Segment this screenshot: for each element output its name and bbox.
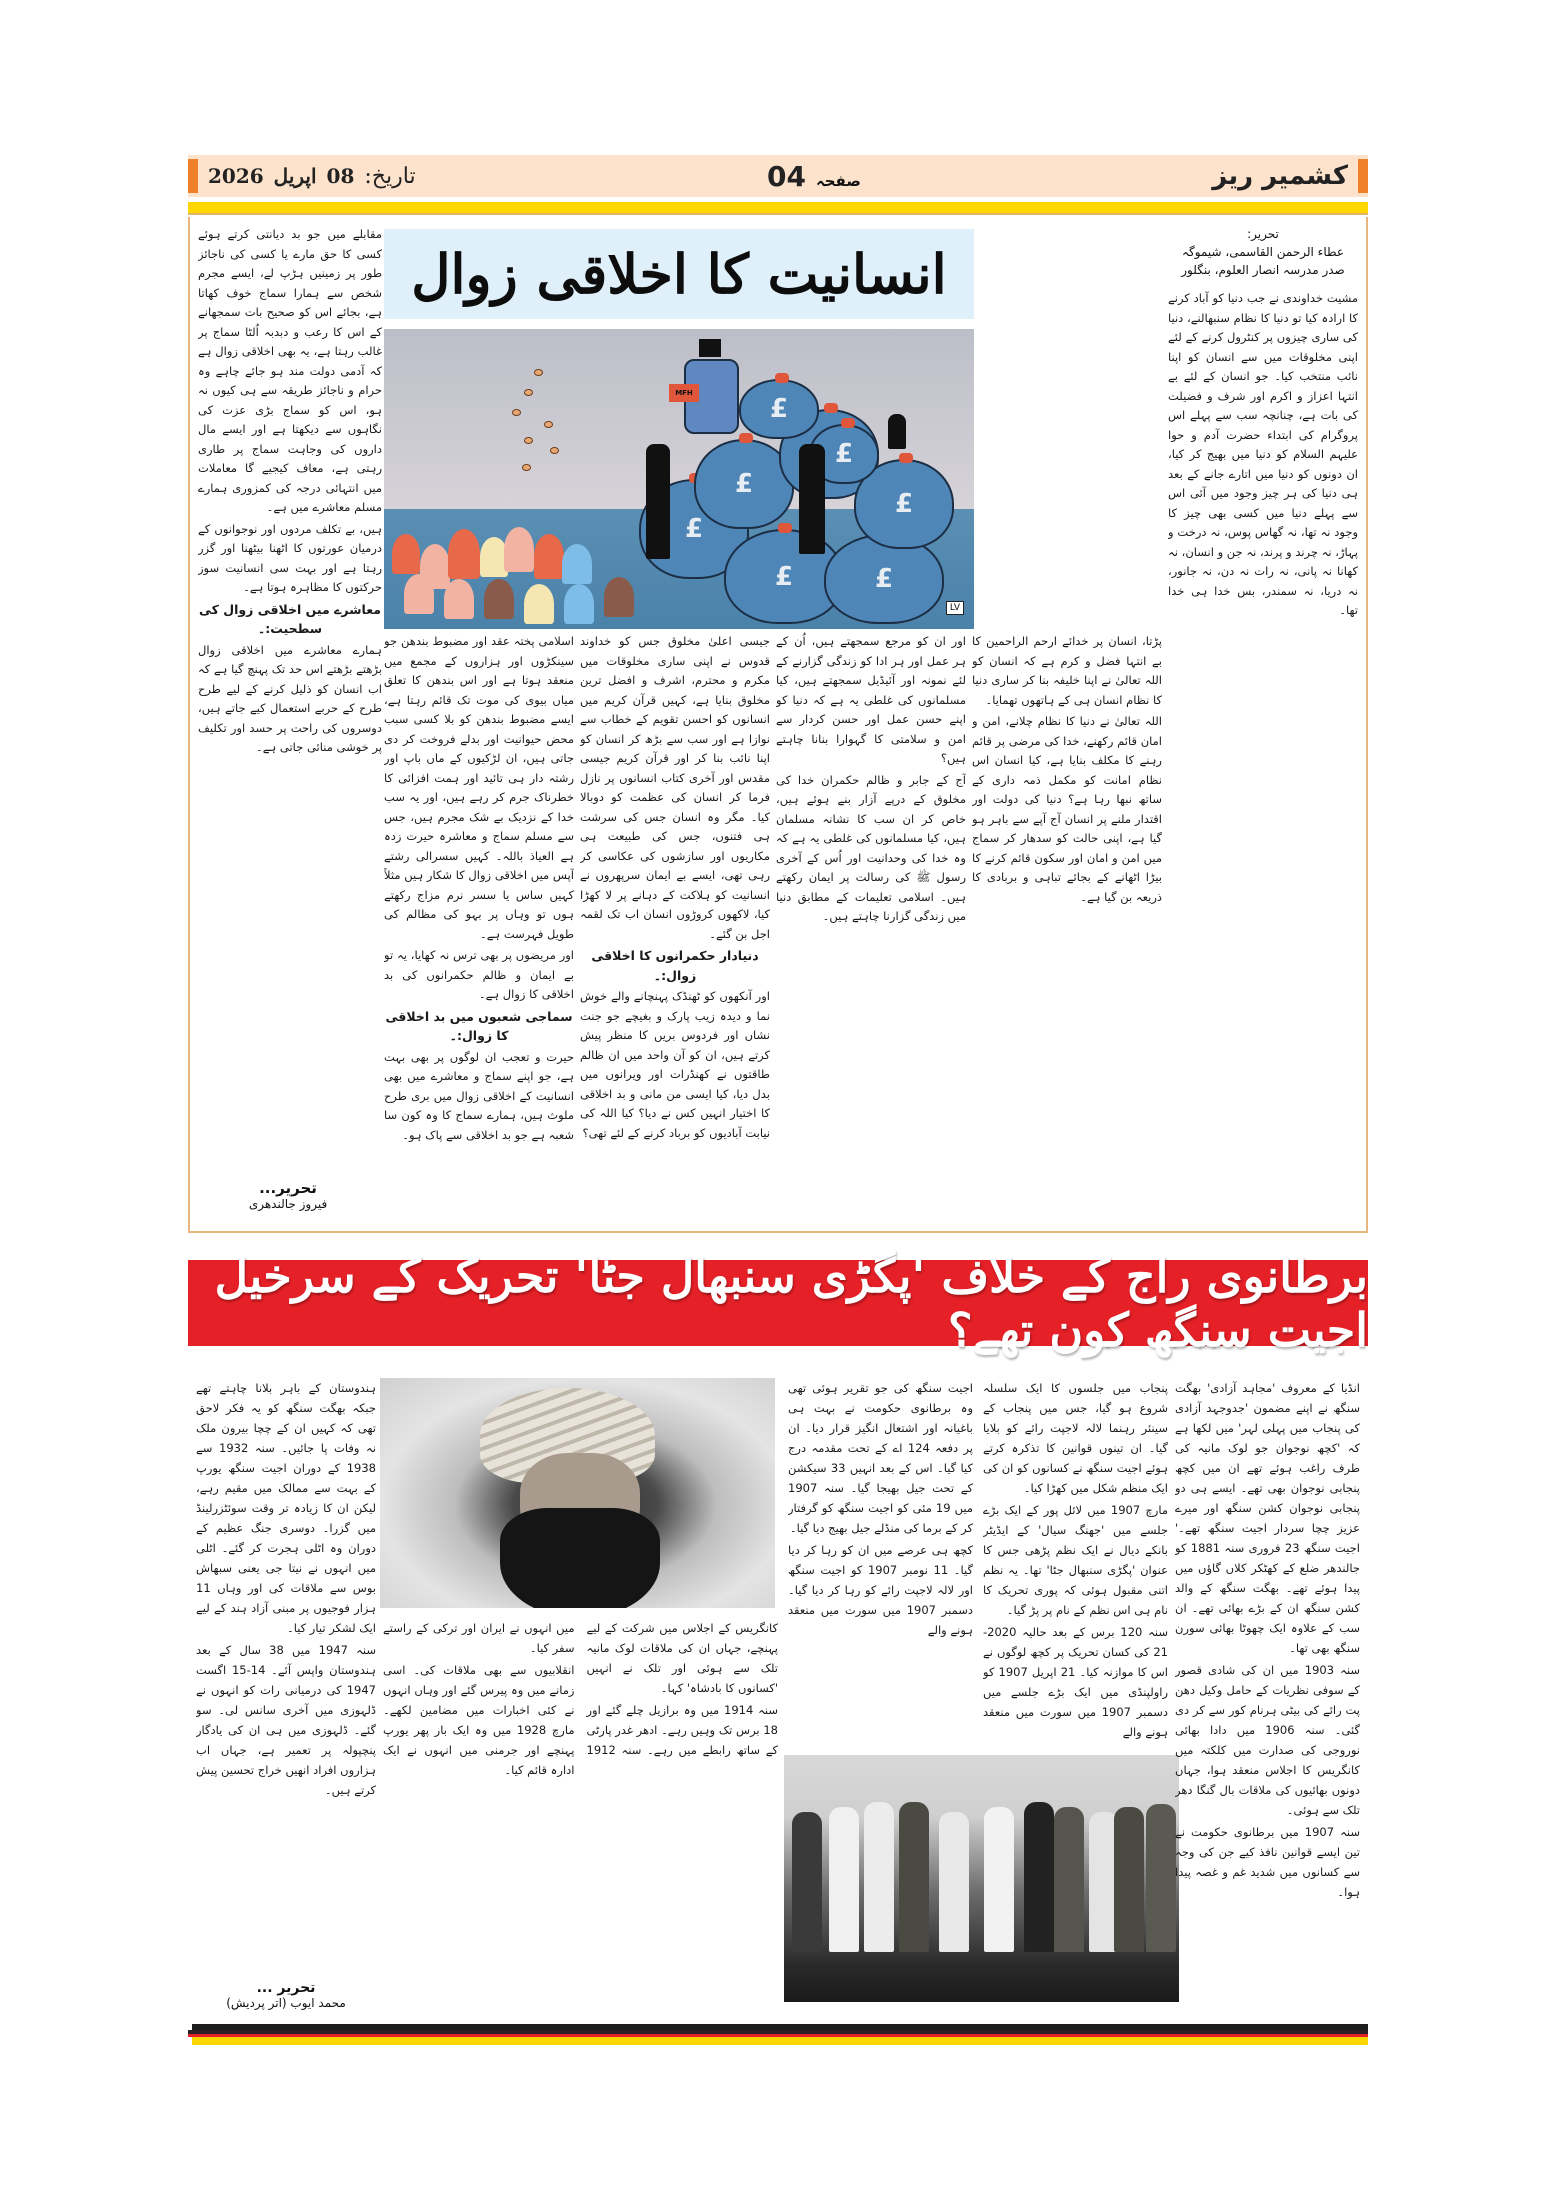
article2-column-4 — [383, 1618, 778, 2018]
money-bag-icon: £ — [639, 479, 749, 579]
photo-person — [939, 1812, 969, 1952]
coin-icon — [512, 409, 521, 416]
article2-author — [196, 1980, 376, 2010]
photo-person — [1114, 1807, 1144, 1952]
paragraph: سنہ 1947 میں 38 سال کے بعد ہندوستان واپس آئے۔ 14-15 اگست 1947 کی درمیانی رات کو انہوں نے ڈلہوزی میں آخری سانس لی۔ سو گئے۔ ڈلہوزی میں ہی ان کی یادگار پنچپولہ پر تعمیر ہے، جہاں اب ہزاروں افراد انھیں خراج تحسین پیش کرتے ہیں۔ — [196, 1643, 376, 1797]
subheading: سماجی شعبوں میں بد اخلاقی کا زوال:۔ — [385, 1008, 573, 1043]
paragraph: ہمارے معاشرے میں اخلاقی زوال بڑھتے بڑھتے اس حد تک پہنچ گیا ہے کہ اب انسان کو ذلیل کرنے کے لیے طرح طرح کے حربے استعمال کیے جاتے ہیں، دوسروں کی راحت پر حسد اور تکلیف پر خوشی منائی جاتی ہے۔ — [198, 642, 382, 754]
paragraph: کانگریس کے اجلاس میں شرکت کے لیے پہنچے، جہاں ان کی ملاقات لوک مانیہ تلک سے ہوئی اور تلک نے انہیں 'کسانوں کا بادشاہ' کہا۔ — [586, 1621, 778, 1695]
paragraph: جیسی اعلیٰ مخلوق جس کو خداوند قدوس نے اپنی ساری مخلوقات میں مکرم و محترم، اشرف و افضل ترین مخلوق بنایا ہے، کہیں قرآن کریم میں انسانوں کو احسن تقویم کے خطاب سے نوازا ہے اور سب سے بڑھ کر انسان کو اپنا نائب بنا کر اور قرآن کریم جیسی مقدس اور آخری کتاب انسانوں پر نازل فرما کر انسان کی عظمت کو دوبالا کیا۔ مگر وہ انسان جس کی سرشت ہی فتنوں، جس کی طبیعت ہی مکاریوں اور سازشوں کی عکاسی کر رہی تھی، ایسے بے ایمان سرپھروں نے انسانیت کو ہلاکت کے دہانے پر لا کھڑا کیا، لاکھوں کروڑوں انسان اب تک لقمہ اجل بن گئے۔ — [580, 634, 770, 941]
photo-person — [1024, 1802, 1054, 1952]
paragraph: مشیت خداوندی نے جب دنیا کو آباد کرنے کا ارادہ کیا تو دنیا کا نظام سنبھالنے، دنیا کی ساری چیزوں پر کنٹرول کرنے کے لئے اپنی مخلوقات میں سے انسان کو اپنا نائب منتخب کیا۔ جو انسان کے لئے بے انتہا اعزاز و اکرم اور شرف و فضیلت کی بات ہے، چنانچہ سب سے پہلے اس پروگرام کی ابتداء حضرت آدم و حوا علیہم السلام کو دنیا میں بھیج کر کیا، ان دونوں کو دنیا میں اتارے جانے کے بعد ہی دنیا کی ہر چیز وجود میں آئی اس سے پہلے دنیا میں کسی بھی چیز کا وجود نہ تھا، نہ گھاس پوس، نہ درخت و پہاڑ، نہ چرند و پرند، نہ جن و انسان، نہ کھانا نہ پانی، نہ رات نہ دن، نہ جانور، نہ دریا، نہ سمندر، بس خدا ہی خدا تھا۔ — [1168, 291, 1358, 617]
article1-column-6 — [198, 225, 382, 1165]
beard — [500, 1508, 660, 1608]
author-name: محمد ایوب (اتر پردیش) — [226, 1996, 346, 2010]
byline-role: صدر مدرسہ انصار العلوم، بنگلور — [1181, 263, 1345, 277]
paragraph: مارچ 1907 میں لائل پور کے ایک بڑے جلسے میں 'جھنگ سیال' کے ایڈیٹر بانکے دیال نے ایک نظم پڑھی جس کا عنوان 'پگڑی سنبھال جٹا' تھا۔ یہ نظم اتنی مقبول ہوئی کہ پوری تحریک کا نام ہی اس نظم کے نام پر پڑ گیا۔ — [983, 1503, 1168, 1617]
photo-person — [1146, 1804, 1176, 1952]
editorial-cartoon — [384, 329, 974, 629]
masthead-accent-left — [188, 159, 198, 193]
subheading: معاشرے میں اخلاقی زوال کی سطحیت:۔ — [198, 601, 381, 636]
header-rule — [188, 202, 1368, 213]
author-label: تحریر... — [259, 1179, 317, 1197]
paragraph: آج کے جابر و ظالم حکمران خدا کی مخلوق کے درپے آزار بنے ہوئے ہیں، خاص کر ان سب کا نشانہ مسلمان ہیں، کیا مسلمانوں کی غلطی یہ ہے کہ وہ خدا کی وحدانیت اور اُس کے آخری رسول ﷺ کی رسالت پر ایمان رکھتے ہیں۔ اسلامی تعلیمات کے مطابق دنیا میں زندگی گزارنا چاہتے ہیں۔ — [776, 772, 966, 923]
photo-person — [899, 1802, 929, 1952]
article1-title-box — [384, 229, 974, 319]
article2-column-2 — [983, 1378, 1168, 1748]
paragraph: پڑتا، انسان پر خدائے ارحم الراحمین کا بے انتہا فضل و کرم ہے کہ انسان کو اللہ تعالیٰ نے اپنا خلیفہ بنا کر ساری دنیا کا نظام انسان ہی کے ہاتھوں تھمایا۔ — [972, 634, 1162, 707]
article1-byline — [1168, 225, 1358, 279]
paragraph: ہیں، بے تکلف مردوں اور نوجوانوں کے درمیان عورتوں کا اٹھنا بیٹھنا اور گزر رہتا ہے اور بہت سی انسانیت سوز حرکتوں کا مظاہرہ ہوتا ہے۔ — [198, 521, 382, 594]
article1-column-1 — [1168, 289, 1358, 1219]
photo-person — [864, 1802, 894, 1952]
page-indicator — [767, 160, 861, 193]
paragraph: سنہ 120 برس کے بعد حالیہ 2020-21 کی کسان تحریک پر کچھ لوگوں نے اس کا موازنہ کیا۔ 21 اپریل 1907 کو راولپنڈی میں ایک بڑے جلسے میں دسمبر 1907 میں سورت میں منعقد ہونے والے — [983, 1625, 1168, 1739]
masthead — [188, 155, 1368, 197]
coin-icon — [534, 369, 543, 376]
paragraph: اجیت سنگھ کی جو تقریر ہوئی تھی وہ برطانوی حکومت نے بہت ہی باغیانہ اور اشتعال انگیز قرار دیا۔ ان پر دفعہ 124 اے کے تحت مقدمہ درج کیا گیا۔ اس کے بعد انہیں 33 سیکشن کے تحت جیل بھیجا گیا۔ سنہ 1907 میں 19 مئی کو اجیت سنگھ کو گرفتار کر کے برما کی منڈلے جیل بھیج دیا گیا۔ — [788, 1381, 973, 1535]
article2-column-5 — [196, 1378, 376, 1968]
coin-icon — [524, 389, 533, 396]
paragraph: پنجاب میں جلسوں کا ایک سلسلہ شروع ہو گیا، جس میں پنجاب کے سینئر رہنما لالہ لاجپت رائے کو بلایا گیا۔ ان تینوں قوانین کا تذکرہ کرتے ہوئے اجیت سنگھ نے کسانوں کو ان کی ایک منظم شکل میں کھڑا کیا۔ — [983, 1381, 1168, 1495]
crowd-person — [524, 584, 554, 624]
article-moral-decline — [188, 217, 1368, 1233]
paragraph: اللہ تعالیٰ نے دنیا کا نظام چلانے، امن و امان قائم رکھنے، خدا کی مرضی پر قائم رہنے کا مکلف بنایا ہے، کیا انسان اس نظام امانت کو مکمل ذمہ داری کے ساتھ نبھا رہا ہے؟ دنیا کی دولت اور اقتدار ملنے پر انسان آج آپے سے باہر ہو گیا ہے، اپنی حالت کو سدھار کر سماج میں امن و امان اور سکون قائم کرنے کا بیڑا اٹھانے کے بجائے تباہی و بربادی کا ذریعہ بن گیا ہے۔ — [972, 714, 1162, 904]
bodyguard-figure — [888, 414, 906, 449]
article1-author — [198, 1179, 378, 1211]
crowd-person — [564, 584, 594, 624]
paragraph: اور ان کو مرجع سمجھتے ہیں، اُن کے ہر عمل اور ہر ادا کو زندگی گزارنے کے لئے نمونہ اور آئیڈیل سمجھتے ہیں، کیا مسلمانوں کی غلطی یہ ہے کہ دنیا کو اپنے حسن عمل اور حسن کردار سے امن و سلامتی کا گہوارا بنانا چاہتے ہیں؟ — [776, 634, 966, 765]
coin-icon — [550, 447, 559, 454]
paragraph: اور مریضوں پر بھی ترس نہ کھایا، یہ تو بے ایمان و ظالم حکمرانوں کی بد اخلاقی کا زوال ہے۔ — [384, 948, 574, 1001]
article2-headline: برطانوی راج کے خلاف 'پگڑی سنبھال جٹا' تحریک کے سرخیل اجیت سنگھ کون تھے؟ — [214, 1249, 1368, 1357]
paragraph: حیرت و تعجب ان لوگوں پر بھی بہت ہے، جو اپنے سماج و معاشرے میں بھی انسانیت کے اخلاقی زوال میں بری طرح ملوث ہیں، ہمارے سماج کا وہ کون سا شعبہ ہے جو بد اخلاقی سے پاک ہو۔ — [384, 1049, 574, 1142]
date-month: اپریل — [273, 163, 317, 188]
paragraph: اور آنکھوں کو ٹھنڈک پہنچانے والے خوش نما و دیدہ زیب پارک و بغیچے جو جنت نشاں اور فردوس بریں کا منظر پیش کرتے ہیں، ان کو آن واحد میں ان ظالم طاقتوں نے کھنڈرات اور ویرانوں میں بدل دیا، کیا ایسی من مانی و بد اخلاقی کا اختیار انہیں کس نے دیا؟ کیا اللہ کی نیابت آبادیوں کو برباد کرنے کے لئے تھی؟ — [580, 989, 770, 1140]
newspaper-page — [188, 155, 1368, 1233]
article2-column-3 — [788, 1378, 973, 1748]
article-ajit-singh — [188, 1360, 1368, 2040]
crowd-person — [444, 579, 474, 619]
crowd-person — [448, 529, 480, 579]
ajit-singh-portrait — [380, 1378, 775, 1608]
photo-person — [829, 1807, 859, 1952]
date-year: 2026 — [208, 163, 264, 188]
paragraph: سنہ 1903 میں ان کی شادی قصور کے سوفی نظریات کے حامل وکیل دھن پت رائے کی بیٹی ہرنام کور سے کر دی گئی۔ سنہ 1906 میں دادا بھائی نوروجی کی صدارت میں کلکتہ میں کانگریس کا اجلاس منعقد ہوا، جہاں دونوں بھائیوں کی ملاقات بال گنگا دھر تلک سے ہوئی۔ — [1175, 1663, 1360, 1817]
coin-icon — [544, 421, 553, 428]
paragraph: ہندوستان کے باہر بلانا چاہتے تھے جبکہ بھگت سنگھ کو یہ فکر لاحق تھی کہ کہیں ان کے چچا بیرون ملک نہ وفات پا جائیں۔ سنہ 1932 سے 1938 کے دوران اجیت سنگھ یورپ کے بہت سے ممالک میں مقیم رہے، لیکن ان کا زیادہ تر وقت سوئٹزرلینڈ میں گزرا۔ دوسری جنگ عظیم کے دوران وہ اٹلی ہجرت کر گئے۔ اٹلی میں انہوں نے نیتا جی یعنی سبھاش بوس سے ملاقات کی اور وہاں 11 ہزار فوجیوں پر مبنی آزاد ہند کے لیے ایک لشکر تیار کیا۔ — [196, 1381, 376, 1635]
paragraph: مقابلے میں جو بد دیانتی کرتے ہوئے کسی کا حق مارے یا کسی کی ناجائز طور پر زمینیں ہڑپ لے، ایسے مجرم شخص سے ہمارا سماج خوف کھاتا ہے، بجائے اس کو صحیح بات سمجھانے کے اس کا رعب و دبدبہ اُلٹا سماج پر غالب رہتا ہے، یہ بھی اخلاقی زوال ہے کہ آدمی دولت مند ہو جائے چاہے وہ حرام و ناجائز طریقہ سے ہی کیوں نہ ہو، اس کو سماج بڑی عزت کی نگاہوں سے دیکھتا ہے اور ایسے مال داروں کی وجاہت سماج پر طاری رہتی ہے، معاف کیجیے گا معاملات میں انتہائی درجہ کی کمزوری ہمارے مسلم معاشرے میں ہے۔ — [198, 227, 382, 514]
byline-name: عطاء الرحمن القاسمی، شیموگہ — [1182, 245, 1344, 259]
article1-title: انسانیت کا اخلاقی زوال — [411, 242, 947, 306]
crowd-person — [604, 577, 634, 617]
money-bag-icon: £ — [694, 439, 794, 529]
bodyguard-figure — [646, 444, 670, 559]
masthead-accent-right — [1358, 159, 1368, 193]
author-name: فیروز جالندھری — [248, 1197, 328, 1211]
crowd-person — [534, 534, 564, 579]
article2-headline-banner — [188, 1249, 1368, 1357]
crowd-person — [404, 574, 434, 614]
author-label: تحریر ... — [256, 1980, 316, 1996]
crowd-person — [504, 527, 534, 572]
page-number: 04 — [766, 159, 806, 193]
header-thin-rule — [188, 213, 1368, 215]
money-bag-icon: £ — [824, 534, 944, 624]
coin-icon — [522, 464, 531, 471]
crowd-person — [562, 544, 592, 584]
newspaper-name: کشمیر ریز — [1212, 161, 1348, 191]
photo-person — [792, 1812, 822, 1952]
paragraph: انڈیا کے معروف 'مجاہد آزادی' بھگت سنگھ نے اپنے مضمون 'جدوجہد آزادی کی پنجاب میں پہلی لہر' میں لکھا ہے کہ 'کچھ نوجوان جو لوک مانیہ کی طرف راغب ہوئے تھے ان میں کچھ پنجابی نوجوان بھی تھے۔ ایسے ہی دو پنجابی نوجوان کشن سنگھ اور میرے عزیز چچا سردار اجیت سنگھ تھے۔' اجیت سنگھ 23 فروری سنہ 1881 کو جالندھر ضلع کے کھٹکر کلاں گاؤں میں پیدا ہوئے تھے۔ بھگت سنگھ کے والد کشن سنگھ ان کے بڑے بھائی تھے۔ ان سب کے علاوہ ایک چھوٹا بھائی سورن سنگھ بھی تھا۔ — [1175, 1381, 1360, 1655]
article1-column-2 — [972, 632, 1162, 1222]
top-hat-icon — [699, 339, 721, 357]
paragraph: کچھ ہی عرصے میں ان کو رہا کر دیا گیا۔ 11 نومبر 1907 کو اجیت سنگھ اور لالہ لاجپت رائے کو رہا کر دیا گیا۔ دسمبر 1907 میں سورت میں منعقد ہونے والے — [788, 1543, 973, 1637]
date-day: 08 — [326, 163, 355, 188]
photo-person — [984, 1807, 1014, 1952]
box-label: MFH — [669, 384, 699, 402]
issue-date — [208, 164, 416, 189]
page-label: صفحہ — [815, 171, 861, 190]
article1-column-4 — [580, 632, 770, 1222]
coin-icon — [524, 437, 533, 444]
paragraph: انقلابیوں سے بھی ملاقات کی۔ اسی زمانے میں وہ پیرس گئے اور وہاں انہوں نے کئی اخبارات میں مضامین لکھے۔ مارچ 1928 میں وہ ایک بار پھر یورپ پہنچے اور جرمنی میں انہوں نے ایک ادارہ قائم کیا۔ — [383, 1663, 575, 1777]
money-bag-icon: £ — [724, 529, 844, 624]
bodyguard-figure — [799, 444, 825, 554]
article1-column-3 — [776, 632, 966, 1222]
paragraph: سنہ 1907 میں برطانوی حکومت نے تین ایسے قوانین نافذ کیے جن کی وجہ سے کسانوں میں شدید غم و غصہ پیدا ہوا۔ — [1175, 1825, 1360, 1899]
footer-stripes — [188, 2024, 1368, 2045]
photo-person — [1054, 1807, 1084, 1952]
money-bag-icon: £ — [739, 379, 819, 439]
byline-label: تحریر: — [1247, 227, 1279, 241]
article1-column-5 — [384, 632, 574, 1222]
crowd-person — [484, 579, 514, 619]
cartoonist-signature: LV — [946, 601, 964, 615]
article2-column-1 — [1175, 1378, 1360, 2018]
footer-stripe-yellow — [192, 2037, 1368, 2045]
paragraph: سنہ 1914 میں وہ برازیل چلے گئے اور 18 برس تک وہیں رہے۔ ادھر غدر پارٹی کے ساتھ رابطے میں رہے۔ سنہ 1912 میں انہوں نے ایران اور ترکی کے راستے سفر کیا۔ — [383, 1621, 778, 1757]
money-bag-icon: £ — [854, 459, 954, 549]
subheading: دنیادار حکمرانوں کا اخلاقی زوال:۔ — [591, 948, 759, 983]
paragraph: اسلامی پختہ عقد اور مضبوط بندھن جو سینکڑوں اور ہزاروں کے مجمع میں منعقد ہوتا ہے اور اس بندھن کا تعلق میاں بیوی کی موت تک قائم رہتا ہے، ایسے مضبوط بندھن کو بلا کسی سبب محض حیوانیت اور بدلے فروخت کر دی جاتی ہیں، ان لڑکیوں کے ماں باپ اور رشتہ دار ہی تائید اور ہمت افزائی کا خطرناک جرم کر رہے ہیں، اور یہ سب خدا کے نزدیک بے شک مجرم ہیں، جس سے مسلم سماج و معاشرہ حیرت زدہ ہے العیاذ باللہ۔ کہیں سسرالی رشتے آپس میں اخلاقی زوال کا شکار ہیں مثلاً کہیں ساس یا سسر نرم مزاج رکھتے ہوں تو وہاں پر بہو کی مظالم کی طویل فہرست ہے۔ — [384, 634, 574, 941]
crowd-person — [392, 534, 420, 574]
group-photograph — [784, 1755, 1179, 2002]
money-bag-icon: £ — [809, 424, 879, 484]
date-label: تاریخ: — [364, 163, 416, 189]
